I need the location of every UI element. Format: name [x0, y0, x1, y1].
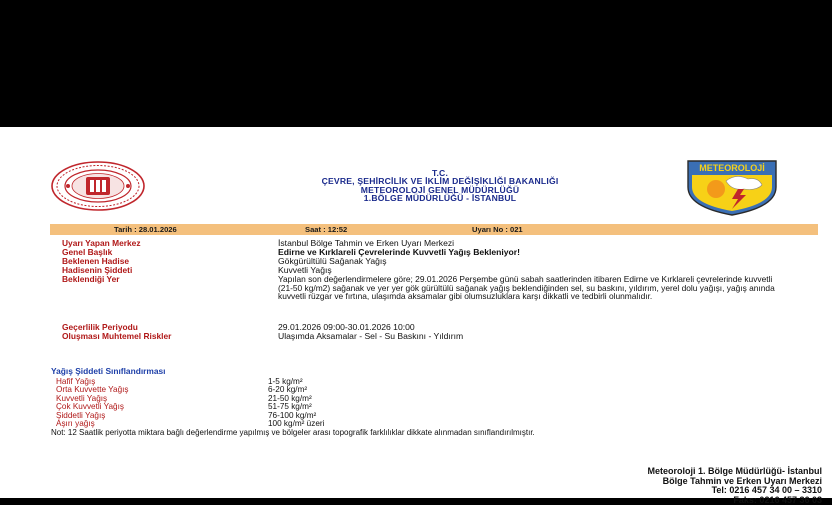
desc-part: Yapılan son değerlendirmelere göre; 29.01.2026 Perşembe günü sabah saatlerinden itibaren	[278, 274, 624, 284]
field-value: 29.01.2026 09:00-30.01.2026 10:00	[278, 322, 415, 332]
class-name: Aşırı yağış	[56, 419, 95, 428]
field-label: Oluşması Muhtemel Riskler	[62, 331, 172, 341]
field-location	[62, 275, 822, 319]
field-value: Edirne ve Kırklareli Çevrelerinde Kuvvetli Yağış Bekleniyor!	[278, 247, 521, 257]
footer-line: Bölge Tahmin ve Erken Uyarı Merkezi	[662, 475, 822, 486]
location-description	[278, 275, 788, 301]
class-name: Orta Kuvvette Yağış	[56, 385, 129, 395]
field-label: Beklendiği Yer	[62, 274, 120, 284]
field-value: Ulaşımda Aksamalar - Sel - Su Baskını - Yıldırım	[278, 331, 464, 341]
classification-title: Yağış Şiddeti Sınıflandırması	[51, 366, 166, 376]
class-name: Kuvvetli Yağış	[56, 393, 108, 403]
field-label: Uyarı Yapan Merkez	[62, 238, 141, 248]
contact-footer	[422, 467, 822, 505]
shield-logo-text: METEOROLOJİ	[699, 163, 765, 173]
class-name: Hafif Yağış	[56, 377, 96, 386]
class-name: Şiddetli Yağış	[56, 410, 106, 420]
header-line-tc: T.C.	[431, 168, 449, 178]
class-range: 76-100 kg/m²	[268, 410, 317, 420]
warning-time: Saat : 12:52	[305, 225, 348, 234]
warning-number: Uyarı No : 021	[472, 225, 523, 234]
classification-note: Not: 12 Saatlik periyotta miktara bağlı değerlendirme yapılmış ve bölgeler arası topografik farklılıklar dikkate alınmadan sınıflandırılmıştır.	[51, 428, 535, 437]
warning-date: Tarih : 28.01.2026	[114, 225, 177, 234]
footer-line: Tel: 0216 457 34 00 – 3310	[711, 485, 822, 496]
header-line-region: 1.BÖLGE MÜDÜRLÜĞÜ - İSTANBUL	[363, 192, 517, 203]
desc-part: yağış beklendiğinden sel, su baskını, yıldırım, yerel dolu yağışı, yağış anında kuvvetli rüzgar ve fırtına, ulaşımda aksamalar gibi olumsuzluklara karşı dikkatli ve tedbirli olunmalıdır.	[278, 282, 775, 302]
meteoroloji-shield-logo	[686, 159, 778, 217]
field-label: Genel Başlık	[62, 247, 113, 257]
ministry-seal-logo	[50, 160, 146, 212]
field-label: Geçerlilik Periyodu	[62, 322, 138, 332]
class-range: 100 kg/m² üzeri	[268, 419, 325, 428]
field-label: Beklenen Hadise	[62, 256, 130, 266]
desc-part-bold: kuvvetli (21-50 kg/m2) sağanak ve yer yer gök gürültülü sağanak	[278, 274, 773, 293]
class-range: 6-20 kg/m²	[268, 385, 308, 395]
info-bar	[50, 224, 818, 235]
class-name: Çok Kuvvetli Yağış	[56, 402, 124, 412]
field-value: Gökgürültülü Sağanak Yağış	[278, 256, 387, 266]
class-range: 21-50 kg/m²	[268, 393, 312, 403]
desc-part-bold: Edirne ve Kırklareli	[623, 274, 695, 284]
document-header	[190, 169, 690, 202]
field-value: İstanbul Bölge Tahmin ve Erken Uyarı Merkezi	[278, 238, 455, 248]
footer-line: Meteoroloji 1. Bölge Müdürlüğü- İstanbul	[647, 466, 822, 476]
class-range: 51-75 kg/m²	[268, 402, 312, 412]
footer-line: Faks: 0216 457 36 03	[733, 494, 822, 505]
warning-document	[0, 127, 832, 505]
class-range: 1-5 kg/m²	[268, 377, 303, 386]
header-line-ministry: ÇEVRE, ŞEHİRCİLİK VE İKLİM DEĞİŞİKLİĞİ BAKANLIĞI	[321, 176, 559, 187]
field-value: Kuvvetli Yağış	[278, 265, 332, 275]
field-label: Hadisenin Şiddeti	[62, 265, 133, 275]
desc-part: çevrelerinde	[694, 274, 745, 284]
header-line-directorate: METEOROLOJİ GENEL MÜDÜRLÜĞÜ	[360, 184, 520, 195]
